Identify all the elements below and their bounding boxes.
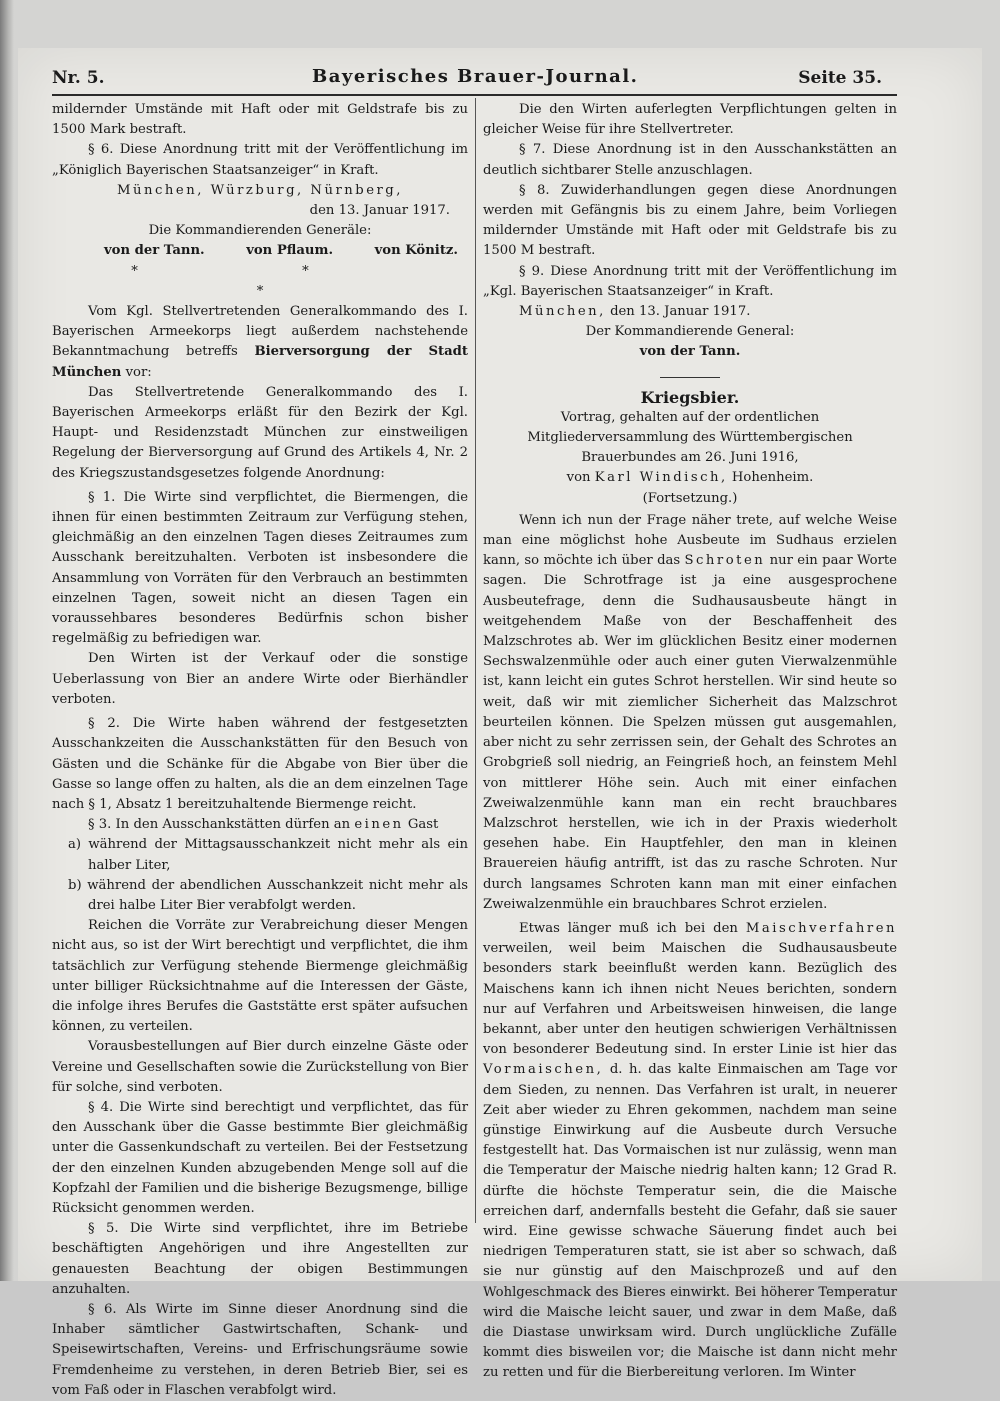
signature: von Könitz. — [374, 243, 458, 259]
column-divider — [475, 98, 476, 1223]
text-run: Gast — [407, 817, 439, 833]
section-rule — [660, 377, 720, 378]
date-line: den 13. Januar 1917. — [309, 203, 450, 219]
place-line: München, Würzburg, Nürnberg, — [117, 182, 403, 198]
paragraph: § 6. Als Wirte im Sinne dieser Anordnung sind die Inhaber sämtlicher Gastwirtschaften, Schank- und Speisewirtschaften, Vereins- und Erfrischungsräume sowie Fremdenheime zu verstehen, in deren Betrieb Bier, sei es vom Faß oder in Flaschen verabfolgt wird. — [52, 1301, 468, 1398]
paragraph — [52, 302, 468, 383]
page-header — [52, 64, 882, 90]
left-column — [52, 100, 468, 1401]
paragraph: Den Wirten ist der Verkauf oder die sonstige Ueberlassung von Bier an andere Wirte oder Bierhändler verboten. — [52, 651, 468, 707]
spaced-word: Schroten — [684, 553, 766, 569]
currency-mark: M — [520, 243, 535, 259]
paragraph — [483, 511, 897, 915]
paragraph: § 4. Die Wirte sind berechtigt und verpflichtet, das für den Ausschank über die Gasse bestimmte Bier gleichmäßig unter die Gassenkundschaft zu verteilen. Bei der Festsetzung der den einzelnen Kunden abzugebenden Menge soll auf die Kopfzahl der Familien und die bisherige Bezugsmenge, billige Rücksicht genommen werden. — [52, 1099, 468, 1216]
journal-title: Bayerisches Brauer-Journal. — [312, 66, 639, 87]
paragraph: Das Stellvertretende Generalkommando des I. Bayerischen Armeekorps erläßt für den Bezirk der Kgl. Haupt- und Residenzstadt München zur einstweiligen Regelung der Bierversorgung auf Grund des Artikels 4, Nr. 2 des Kriegszustandsgesetzes folgende Anordnung: — [52, 384, 468, 481]
list-item: b) während der abendlichen Ausschankzeit nicht mehr als drei halbe Liter Bier verabfolgt werden. — [68, 877, 468, 913]
generals-heading: Die Kommandierenden Generäle: — [148, 223, 372, 239]
paragraph: § 1. Die Wirte sind verpflichtet, die Biermengen, die ihnen für einen bestimmten Zeitraum zur Verfügung stehen, gleichmäßig an den einzelnen Tagen dieses Zeitraumes zum Ausschank bereitzuhalten. Verboten ist insbesondere die Ansammlung von Vorräten für den Verbrauch an bestimmten einzelnen Tagen, soweit nicht an diesen Tagen ein voraussehbares besonderes Bedürfnis schon bisher regelmäßig zu befriedigen war. — [52, 489, 468, 647]
paragraph: Die den Wirten auferlegten Verpflichtungen gelten in gleicher Weise für ihre Stellvertreter. — [483, 102, 897, 138]
list-item: a) während der Mittagsausschankzeit nicht mehr als ein halber Liter, — [68, 837, 468, 873]
paragraph — [52, 815, 468, 835]
paragraph — [483, 919, 897, 1384]
article-subtitle: Vortrag, gehalten auf der ordentlichen Mitgliederversammlung des Württembergischen Brauerbundes am 26. Juni 1916, — [527, 409, 853, 466]
separator-star: * — [256, 283, 264, 299]
paragraph: § 9. Diese Anordnung tritt mit der Veröffentlichung im „Kgl. Bayerischen Staatsanzeiger“ in Kraft. — [483, 263, 897, 299]
page-number: Seite 35. — [798, 68, 882, 88]
continuation-note: (Fortsetzung.) — [642, 490, 738, 506]
general-heading: Der Kommandierende General: — [585, 324, 795, 340]
spaced-word: einen — [354, 817, 404, 833]
spaced-word: Maischverfahren — [745, 920, 897, 936]
article-author — [483, 468, 897, 488]
issue-number: Nr. 5. — [52, 68, 105, 88]
text-run: vor: — [125, 364, 152, 380]
article-title: Kriegsbier. — [640, 387, 740, 407]
text-run: d. h. das kalte Einmaischen am Tage vor dem Sieden, zu nennen. Das Verfahren ist uralt, in neuerer Zeit aber wieder zu Ehren gekommen, nachdem man seine günstige Einwirkung auf die Ausbeute durch Versuche festgestellt hat. Das Vormaischen ist nur zulässig, wenn man die Temperatur der Maische niedrig halten kann; 12 Grad R. dürfte die höchste Temperatur sein, die die Maische erreichen darf, andernfalls besteht die Gefahr, daß sie sauer wird. Eine gewisse schwache Säuerung findet auch bei niedrigen Temperaturen statt, sie ist aber so schwach, daß sie nur günstig auf den Maischprozeß und auf den Wohlgeschmack des Bieres einwirkt. Bei höherer Temperatur wird die Maische leicht sauer, und zwar in dem Maße, daß die Diastase unwirksam wird. Durch unglückliche Zufälle kommt dies bisweilen vor; die Maische ist dann nicht mehr zu retten und für die Bierbereitung verloren. Im Winter — [483, 1062, 897, 1381]
text-run: Hohenheim. — [731, 470, 814, 486]
date-line — [483, 302, 897, 322]
signature: von Pflaum. — [246, 243, 334, 259]
bold-phrase: Bierversorgung der Stadt München — [52, 344, 468, 380]
paragraph — [483, 181, 897, 262]
text-run: Wenn ich nun der Frage näher trete, auf welche Weise man eine möglichst hohe Ausbeute im Sudhaus erzielen kann, so möchte ich über das — [483, 512, 897, 569]
date-text: den 13. Januar 1917. — [610, 304, 751, 320]
text-run: Etwas länger muß ich bei den — [519, 920, 738, 936]
separator-stars: * * — [131, 263, 389, 279]
text-run: § 3. In den Ausschankstätten dürfen an — [88, 817, 351, 833]
paragraph: Reichen die Vorräte zur Verabreichung dieser Mengen nicht aus, so ist der Wirt berechtigt und verpflichtet, die ihm tatsächlich zur Verfügung stehende Biermenge gleichmäßig unter billiger Rücksichtnahme auf die Interessen der Gäste, die infolge ihres Berufes die Gaststätte erst später aufsuchen können, zu verteilen. — [52, 918, 468, 1035]
paragraph: § 6. Diese Anordnung tritt mit der Veröffentlichung im „Königlich Bayerischen Staatsanzeiger“ in Kraft. — [52, 142, 468, 178]
text-run: § 8. Zuwiderhandlungen gegen diese Anordnungen werden mit Gefängnis bis zu einem Jahre, beim Vorliegen mildernder Umstände mit Haft oder mit Geldstrafe bis zu 1500 — [483, 182, 897, 259]
text-run: verweilen, weil beim Maischen die Sudhausausbeute besonders stark beeinflußt werden kann. Bezüglich des Maischens kann ich ihnen nicht Neues berichten, sondern nur auf Verfahren und Arbeitsweisen hinweisen, die lange bekannt, aber unter den heutigen schwierigen Verhältnissen von besonderer Bedeutung sind. In erster Linie ist hier das — [483, 941, 897, 1058]
right-column — [483, 100, 897, 1384]
paragraph: mildernder Umstände mit Haft oder mit Geldstrafe bis zu 1500 Mark bestraft. — [52, 102, 468, 138]
header-rule — [52, 94, 897, 96]
signature: von der Tann. — [639, 344, 741, 360]
signature: von der Tann. — [104, 243, 205, 259]
paragraph: § 5. Die Wirte sind verpflichtet, ihre im Betriebe beschäftigten Angehörigen und ihre Angestellten zur genauesten Beachtung der obigen Bestimmungen anzuhalten. — [52, 1221, 468, 1297]
text-run: von — [566, 470, 591, 486]
binding-edge — [0, 0, 14, 1281]
paragraph: Vorausbestellungen auf Bier durch einzelne Gäste oder Vereine und Gesellschaften sowie die Zurückstellung von Bier für solche, sind verboten. — [52, 1039, 468, 1095]
place-name: München, — [519, 304, 606, 320]
author-name: Karl Windisch, — [594, 470, 728, 486]
text-run: Vom Kgl. Stellvertretenden Generalkommando des I. Bayerischen Armeekorps liegt außerdem nachstehende Bekanntmachung betreffs — [52, 304, 468, 360]
paragraph: § 2. Die Wirte haben während der festgesetzten Ausschankzeiten die Ausschankstätten für den Besuch von Gästen und die Schänke für die Abgabe von Bier über die Gasse so lange offen zu halten, als die an dem einzelnen Tage nach § 1, Absatz 1 bereitzuhaltende Biermenge reicht. — [52, 716, 468, 812]
text-run: nur ein paar Worte sagen. Die Schrotfrage ist ja eine ausgesprochene Ausbeutefrage, denn die Sudhausausbeute hängt in weitgehendem Maße von der Beschaffenheit des Malzschrotes ab. Wer im glücklichen Besitz einer modernen Sechswalzenmühle oder auch einer guten Vierwalzenmühle ist, kann leicht ein gutes Schrot herstellen. Wir sind heute so weit, daß wir mit ziemlicher Sicherheit das Malzschrot beurteilen können. Die Spelzen müssen gut ausgemahlen, aber nicht zu sehr zerrissen sein, der Gehalt des Schrotes an Grobgrieß soll niedrig, an Feingrieß hoch, an feinstem Mehl von mittlerer Höhe sein. Auch mit einer einfachen Zweiwalzenmühle kann man ein recht brauchbares Malzschrot herstellen, wie ich in der Praxis wiederholt gesehen habe. Ein Hauptfehler, den man in kleinen Brauereien häufig antrifft, ist das zu rasche Schroten. Nur durch langsames Schroten kann man mit einer einfachen Zweiwalzenmühle ein brauchbares Schrot erzielen. — [483, 553, 897, 912]
signatures — [52, 241, 468, 261]
text-run: bestraft. — [538, 243, 596, 259]
paragraph: § 7. Diese Anordnung ist in den Ausschankstätten an deutlich sichtbarer Stelle anzuschlagen. — [483, 142, 897, 178]
spaced-word: Vormaischen, — [483, 1062, 604, 1078]
